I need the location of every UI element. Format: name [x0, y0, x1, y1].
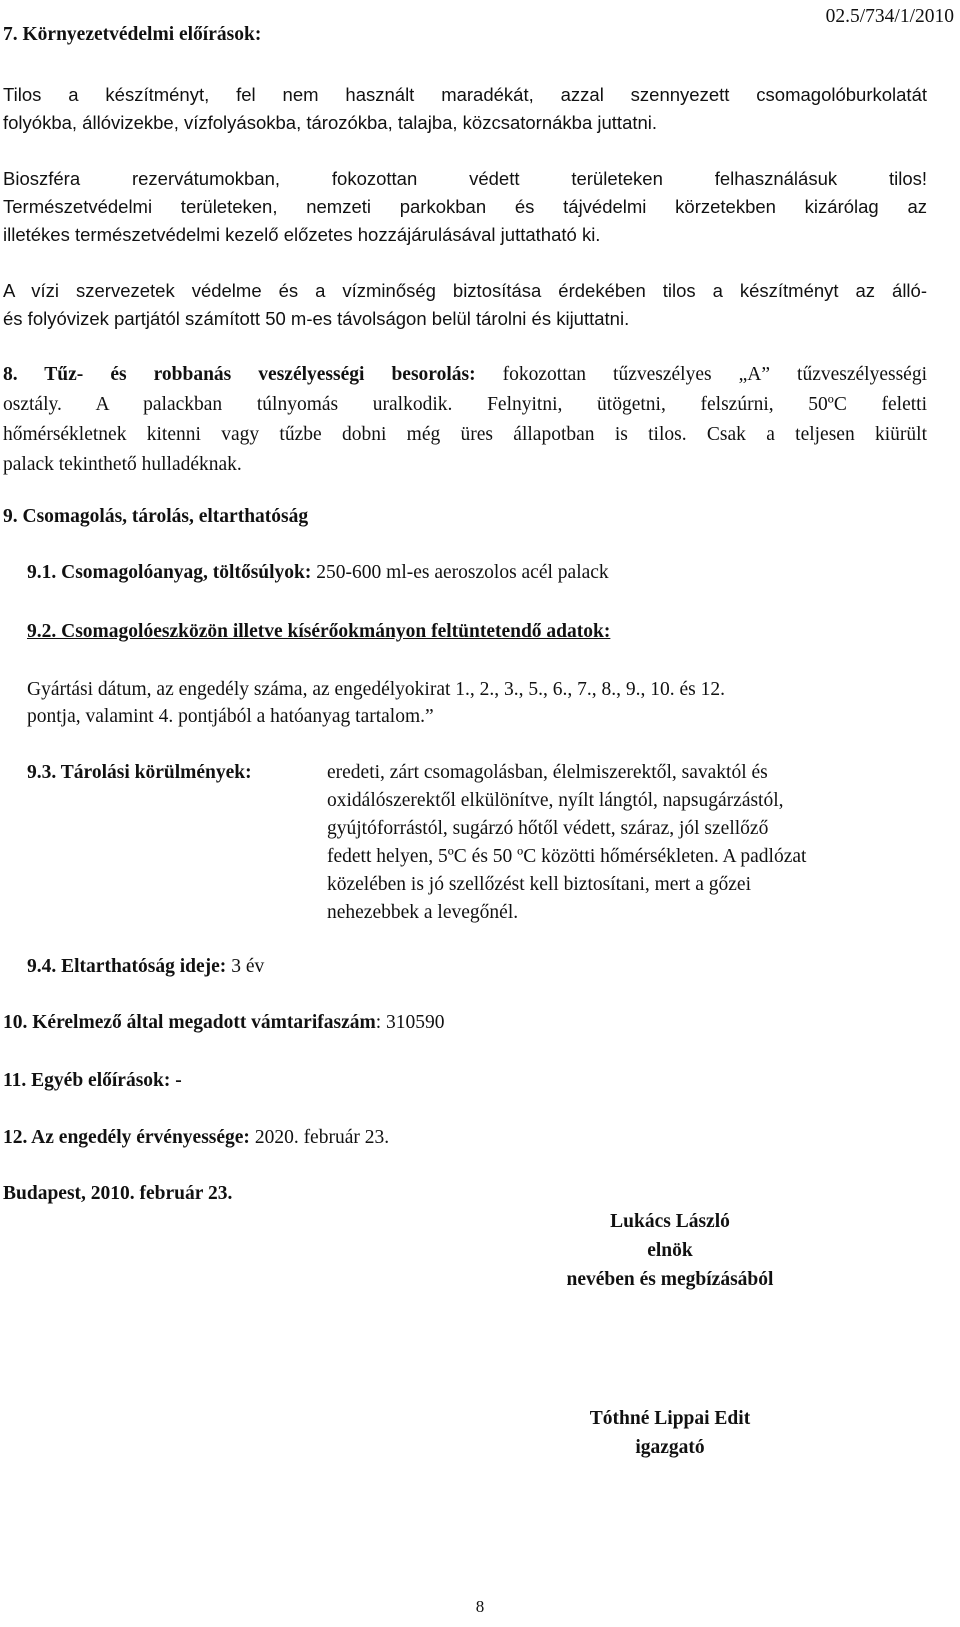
storage-line: eredeti, zárt csomagolásban, élelmiszerektől, savaktól és	[327, 762, 768, 783]
signature-block-1	[520, 1207, 820, 1294]
section-9-3-label-wrap	[27, 758, 327, 788]
section-11-label: 11. Egyéb előírások: -	[3, 1070, 182, 1091]
section-9-3-text	[327, 758, 927, 928]
storage-line: gyújtóforrástól, sugárzó hőtől védett, száraz, jól szellőző	[327, 818, 769, 839]
section-9-2-label: 9.2. Csomagolóeszközön illetve kísérőokmányon feltüntetendő adatok:	[27, 621, 611, 642]
section-9-3-label: 9.3. Tárolási körülmények:	[27, 762, 252, 783]
section-9-4-label: 9.4. Eltarthatóság ideje:	[27, 956, 227, 977]
paragraph-line: Tilos a készítményt, fel nem használt maradékát, azzal szennyezett csomagolóburkolatát	[3, 84, 927, 105]
section-8-line-1	[3, 360, 927, 390]
paragraph-line: pontja, valamint 4. pontjából a hatóanyag tartalom.”	[27, 706, 434, 727]
section-9-1-value: 250-600 ml-es aeroszolos acél palack	[316, 562, 609, 583]
paragraph-line: Bioszféra rezervátumokban, fokozottan védett területeken felhasználásuk tilos!	[3, 168, 927, 189]
paragraph-line: Természetvédelmi területeken, nemzeti parkokban és tájvédelmi körzetekben kizárólag az	[3, 196, 927, 217]
document-number: 02.5/734/1/2010	[825, 6, 954, 27]
section-7-heading: 7. Környezetvédelmi előírások:	[3, 24, 262, 45]
storage-line: fedett helyen, 5ºC és 50 ºC közötti hőmérsékleten. A padlózat	[327, 846, 807, 867]
section-9-1-label: 9.1. Csomagolóanyag, töltősúlyok:	[27, 562, 312, 583]
paragraph-line: Gyártási dátum, az engedély száma, az engedélyokirat 1., 2., 3., 5., 6., 7., 8., 9., 10. és 12.	[27, 679, 726, 700]
section-9-2	[27, 617, 927, 647]
section-12-value: 2020. február 23.	[254, 1127, 390, 1148]
section-9-4	[27, 952, 927, 982]
paragraph-line: és folyóvizek partjától számított 50 m-es távolságon belül tárolni és kijuttatni.	[3, 308, 630, 329]
paragraph-line: osztály. A palackban túlnyomás uralkodik. Felnyitni, ütögetni, felszúrni, 50ºC feletti	[3, 394, 927, 415]
signatory-name: Tóthné Lippai Edit	[589, 1408, 751, 1429]
section-7-paragraph-2	[3, 164, 927, 250]
signatory-name: Lukács László	[610, 1211, 730, 1232]
paragraph-line: palack tekinthető hulladéknak.	[3, 454, 242, 475]
signatory-note: nevében és megbízásából	[566, 1269, 774, 1290]
signatory-title: igazgató	[635, 1437, 705, 1458]
section-12-label: 12. Az engedély érvényessége:	[3, 1127, 250, 1148]
section-10-value: : 310590	[375, 1012, 445, 1033]
storage-line: oxidálószerektől elkülönítve, nyílt lángtól, napsugárzástól,	[327, 790, 784, 811]
signatory-title: elnök	[647, 1240, 693, 1261]
paragraph-line: hőmérsékletnek kitenni vagy tűzbe dobni még üres állapotban is tilos. Csak a teljesen kiürült	[3, 424, 927, 445]
section-9-4-value: 3 év	[231, 956, 265, 977]
section-11	[3, 1066, 927, 1096]
section-8-text: fokozottan tűzveszélyes „A” tűzveszélyességi	[502, 364, 927, 385]
paragraph-line: A vízi szervezetek védelme és a vízminőség biztosítása érdekében tilos a készítményt az álló-	[3, 280, 927, 301]
section-7-paragraph-1	[3, 80, 927, 138]
signature-block-2	[520, 1404, 820, 1462]
section-7-title	[3, 20, 927, 50]
section-8-heading: 8. Tűz- és robbanás veszélyességi besorolás:	[3, 364, 476, 385]
paragraph-line: folyókba, állóvizekbe, vízfolyásokba, tározókba, talajba, közcsatornákba juttatni.	[3, 112, 658, 133]
section-10-label: 10. Kérelmező által megadott vámtarifaszám	[3, 1012, 376, 1033]
section-10	[3, 1008, 927, 1038]
storage-line: közelében is jó szellőzést kell biztosítani, mert a gőzei	[327, 874, 751, 895]
section-9-2-text	[27, 675, 927, 732]
section-7-paragraph-3	[3, 276, 927, 334]
section-9-heading: 9. Csomagolás, tárolás, eltarthatóság	[3, 506, 309, 527]
paragraph-line: illetékes természetvédelmi kezelő előzetes hozzájárulásával juttatható ki.	[3, 224, 601, 245]
place-date-text: Budapest, 2010. február 23.	[3, 1183, 233, 1204]
section-8	[3, 360, 927, 480]
section-9-title	[3, 502, 927, 532]
place-date	[3, 1179, 927, 1209]
section-12	[3, 1123, 927, 1153]
section-9-1	[27, 558, 927, 588]
page-number: 8	[475, 1597, 485, 1616]
storage-line: nehezebbek a levegőnél.	[327, 902, 519, 923]
